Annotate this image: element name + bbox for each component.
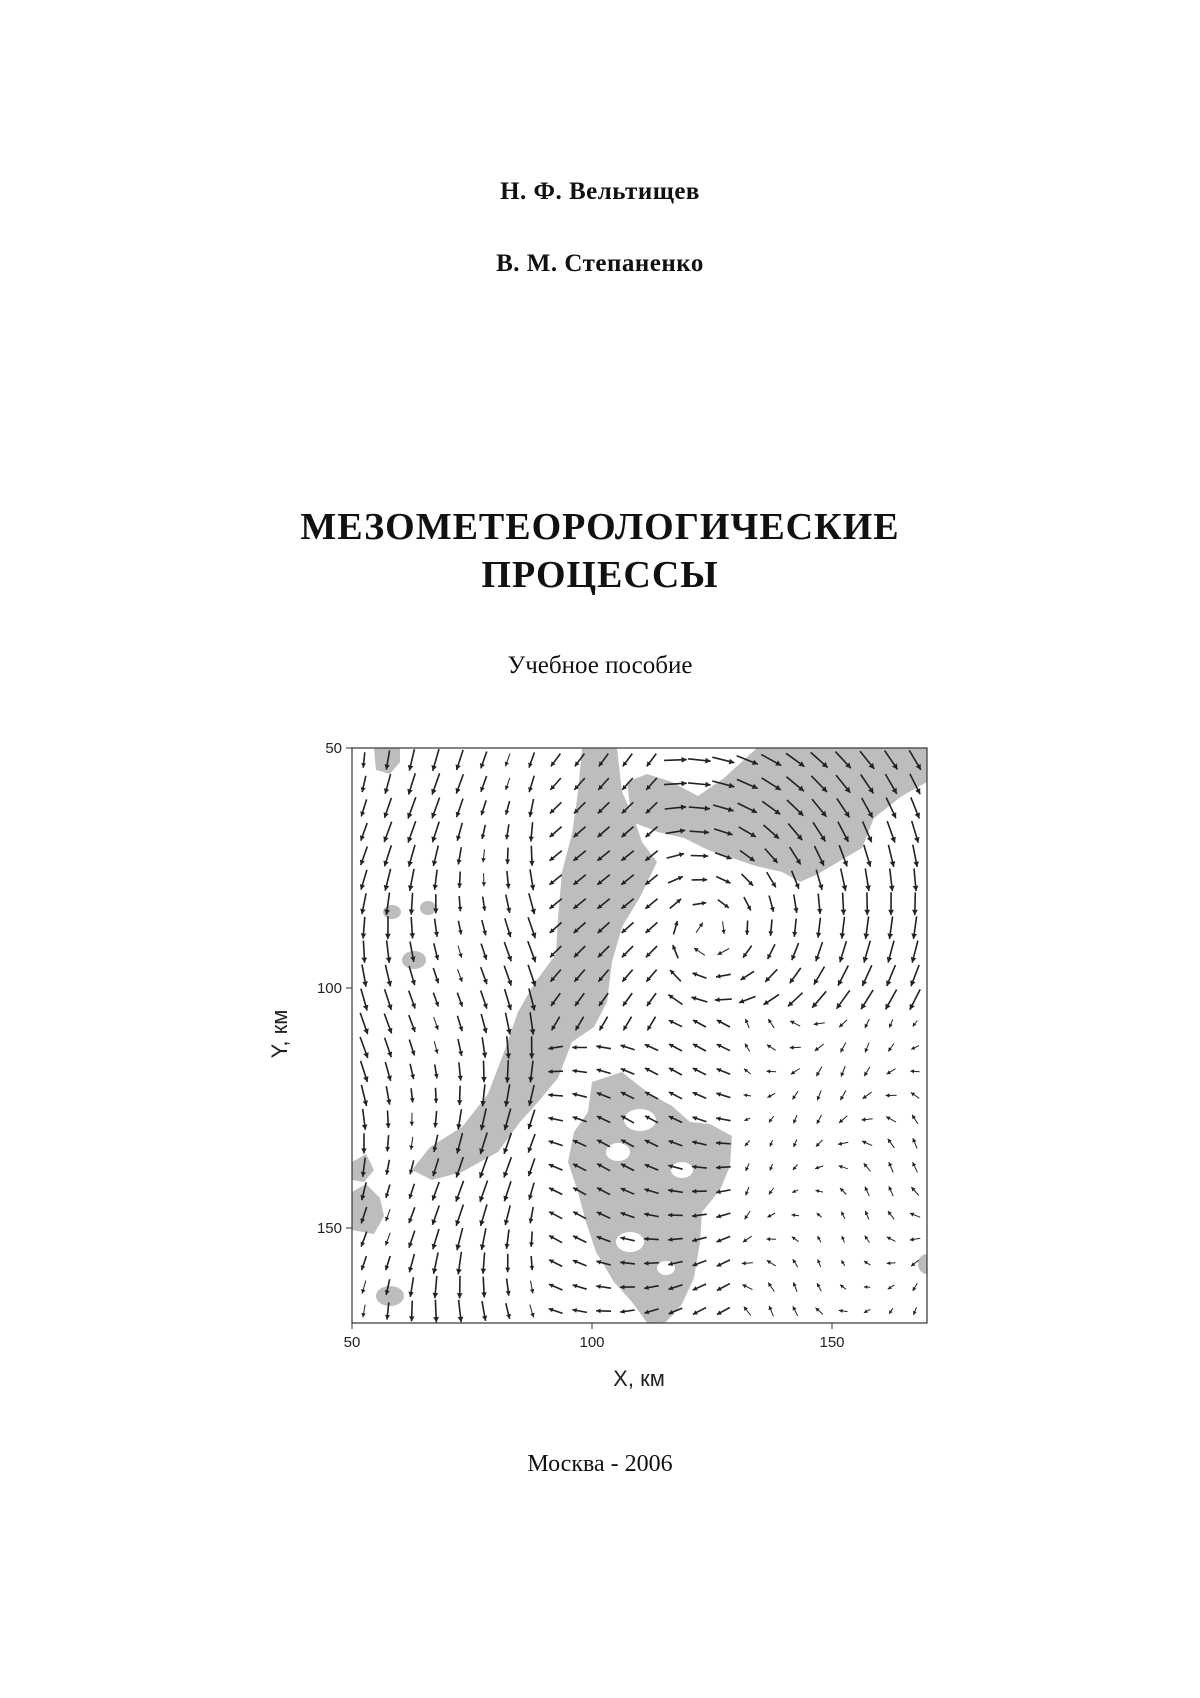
author-name-2: В. М. Степаненко xyxy=(496,250,704,277)
y-axis xyxy=(267,740,352,1237)
book-subtitle: Учебное пособие xyxy=(507,652,693,679)
shaded-patch-bottom xyxy=(376,1286,404,1306)
author-name-1: Н. Ф. Вельтищев xyxy=(500,178,700,205)
x-tick-label: 100 xyxy=(579,1334,605,1351)
x-tick-label: 150 xyxy=(819,1334,845,1351)
y-axis-label: Y, км xyxy=(267,1009,292,1059)
publication-place-year: Москва - 2006 xyxy=(527,1451,673,1477)
plot-area xyxy=(352,748,936,1324)
white-hole-3 xyxy=(671,1162,693,1178)
x-tick-label: 50 xyxy=(343,1334,361,1351)
wind-vector-field-plot xyxy=(262,722,942,1402)
white-hole-4 xyxy=(616,1232,644,1252)
x-axis xyxy=(344,1323,845,1391)
y-tick-label: 50 xyxy=(325,740,342,757)
book-title-line-1: МЕЗОМЕТЕОРОЛОГИЧЕСКИЕ xyxy=(300,506,900,548)
y-tick-label: 150 xyxy=(316,1220,342,1237)
y-tick-label: 100 xyxy=(316,980,342,997)
x-axis-label: X, км xyxy=(613,1366,665,1391)
book-title-line-2: ПРОЦЕССЫ xyxy=(481,554,719,596)
shaded-patch-left-2 xyxy=(420,901,436,915)
cover-figure xyxy=(262,722,942,1402)
